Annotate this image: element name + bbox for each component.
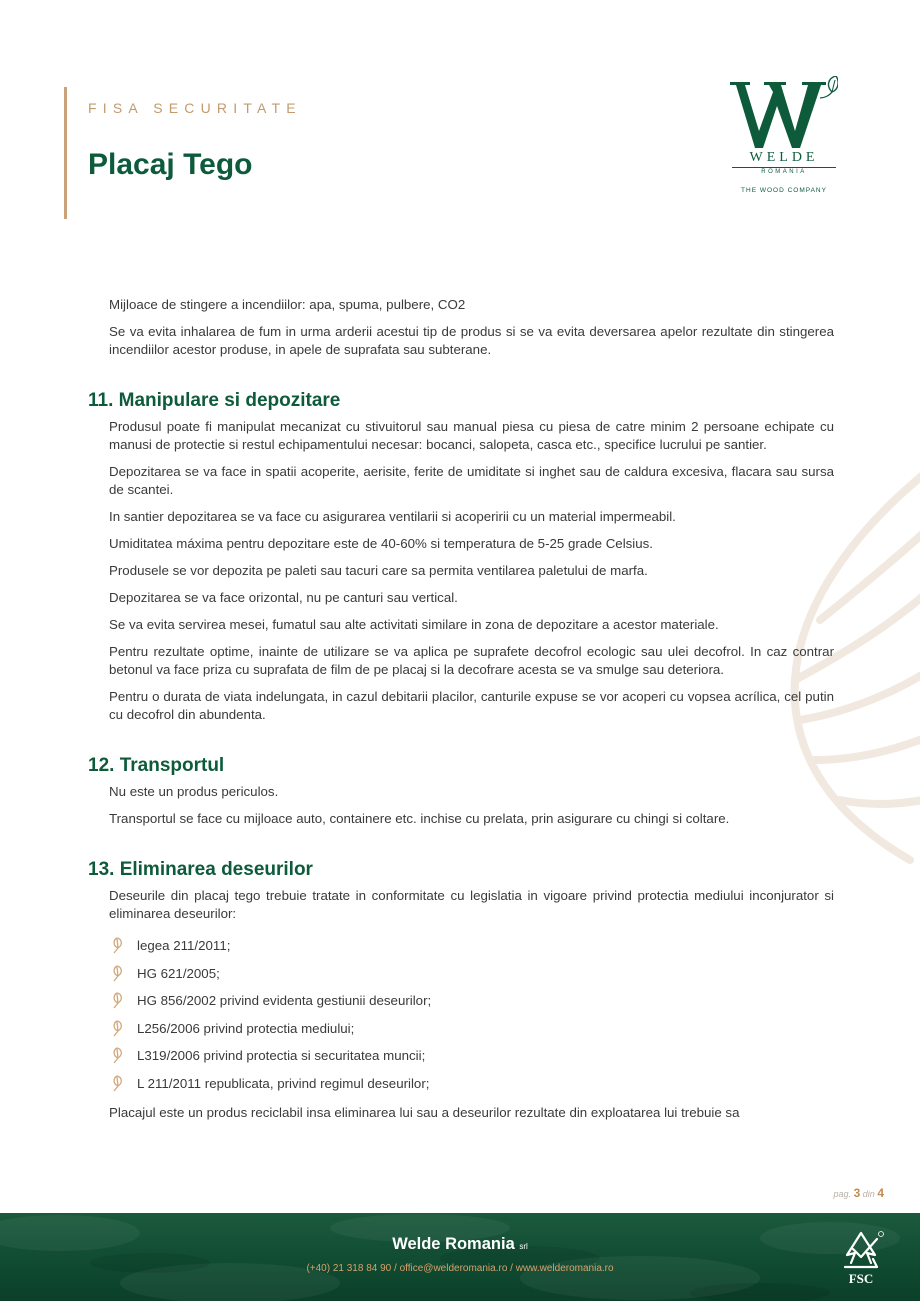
paragraph: Nu este un produs periculos.: [109, 784, 279, 799]
page-sep: din: [862, 1189, 875, 1199]
footer-contact: [0, 1263, 920, 1274]
brand-divider: [732, 167, 836, 168]
header-accent-bar: [64, 87, 67, 219]
brand-country: ROMANIA: [761, 169, 807, 175]
list-item-text: L 211/2011 republicata, privind regimul deseurilor;: [137, 1075, 430, 1091]
page-prefix: pag.: [833, 1189, 852, 1199]
paragraph: Depozitarea se va face orizontal, nu pe canturi sau vertical.: [109, 590, 458, 605]
list-item: [109, 932, 834, 960]
paragraph: Produsele se vor depozita pe paleti sau tacuri care sa permita ventilarea paletului de marfa.: [109, 563, 648, 578]
paragraph: Umiditatea máxima pentru depozitare este de 40-60% si temperatura de 5-25 grade Celsius.: [109, 536, 653, 551]
fsc-logo: [837, 1229, 885, 1287]
footer-company: [0, 1235, 920, 1254]
leaf-bullet-icon: [109, 965, 125, 982]
page-title: Placaj Tego: [88, 148, 253, 181]
footer-website[interactable]: www.welderomania.ro: [515, 1263, 614, 1274]
paragraph: Se va evita inhalarea de fum in urma arderii acestui tip de produs si se va evita deversarea apelor rezultate din stingerea incendiilor acestor produse, in apele de suprafata sau subterane.: [109, 324, 834, 357]
paragraph: Deseurile din placaj tego trebuie tratate in conformitate cu legislatia in vigoare privind protectia mediului inconjurator si eliminarea deseurilor:: [109, 888, 834, 921]
leaf-bullet-icon: [109, 1047, 125, 1064]
paragraph: Se va evita servirea mesei, fumatul sau alte activitati similare in zona de depozitare a acestor materiale.: [109, 617, 719, 632]
section-heading-13: 13. Eliminarea deseurilor: [88, 859, 313, 880]
paragraph: Pentru o durata de viata indelungata, in cazul debitarii placilor, canturile expuse se vor acoperi cu vopsea acrílica, cel putin cu decofrol din abundenta.: [109, 689, 834, 722]
list-item-text: legea 211/2011;: [137, 938, 231, 954]
leaf-bullet-icon: [109, 1020, 125, 1037]
list-item: [109, 987, 834, 1015]
page-total: 4: [877, 1186, 884, 1200]
welde-logo: [728, 66, 858, 201]
list-item-text: HG 621/2005;: [137, 965, 220, 981]
list-item: [109, 1015, 834, 1043]
paragraph: Placajul este un produs reciclabil insa eliminarea lui sau a deseurilor rezultate din exploatarea lui trebuie sa: [109, 1105, 740, 1120]
fsc-tree-check-icon: [837, 1229, 885, 1271]
footer-company-suffix: srl: [519, 1242, 528, 1251]
paragraph: In santier depozitarea se va face cu asigurarea ventilarii si acoperirii cu un material impermeabil.: [109, 509, 676, 524]
section-heading-12: 12. Transportul: [88, 755, 225, 776]
footer-company-name: Welde Romania: [392, 1235, 515, 1253]
footer: [0, 1213, 920, 1301]
page-current: 3: [853, 1186, 861, 1200]
leaf-bullet-icon: [109, 937, 125, 954]
welde-w-leaf-logo-icon: [728, 76, 838, 151]
paragraph: Pentru rezultate optime, inainte de utilizare se va aplica pe suprafete decofrol ecologic sau ulei decofrol. In caz contrar betonul va face priza cu suprafata de film de pe placaj si la decofrare acesta se va smulge sau deteriora.: [109, 644, 834, 677]
list-item: [109, 960, 834, 988]
list-item: [109, 1042, 834, 1070]
brand-name: WELDE: [749, 150, 819, 165]
section-heading-11: 11. Manipulare si depozitare: [88, 390, 341, 411]
legislation-list: [109, 932, 834, 1097]
leaf-bullet-icon: [109, 1075, 125, 1092]
wood-texture: [0, 1213, 920, 1301]
paragraph: Depozitarea se va face in spatii acoperite, aerisite, ferite de umiditate si inghet sau de caldura excesiva, flacara sau sursa de scantei.: [109, 464, 834, 497]
footer-separator: /: [394, 1263, 397, 1274]
fsc-label: FSC: [848, 1271, 874, 1286]
document-type-label: FISA SECURITATE: [88, 100, 302, 116]
list-item: [109, 1070, 834, 1098]
paragraph: Transportul se face cu mijloace auto, containere etc. inchise cu prelata, prin asigurare cu chingi si coltare.: [109, 811, 730, 826]
paragraph: Mijloace de stingere a incendiilor: apa, spuma, pulbere, CO2: [109, 297, 466, 312]
footer-separator: /: [510, 1263, 513, 1274]
brand-tagline: THE WOOD COMPANY: [741, 187, 827, 194]
leaf-bullet-icon: [109, 992, 125, 1009]
footer-phone: (+40) 21 318 84 90: [306, 1263, 392, 1274]
list-item-text: L256/2006 privind protectia mediului;: [137, 1020, 355, 1036]
page-number: [834, 1186, 884, 1200]
document-body: [88, 296, 834, 1131]
list-item-text: L319/2006 privind protectia si securitatea muncii;: [137, 1048, 426, 1064]
list-item-text: HG 856/2002 privind evidenta gestiunii deseurilor;: [137, 993, 432, 1009]
paragraph: Produsul poate fi manipulat mecanizat cu stivuitorul sau manual piesa cu piesa de catre minim 2 persoane echipate cu manusi de protectie si restul echipamentului necesar: bocanci, salopeta, casca etc., specifice lucrului pe santier.: [109, 419, 834, 452]
footer-email[interactable]: office@welderomania.ro: [399, 1263, 508, 1274]
